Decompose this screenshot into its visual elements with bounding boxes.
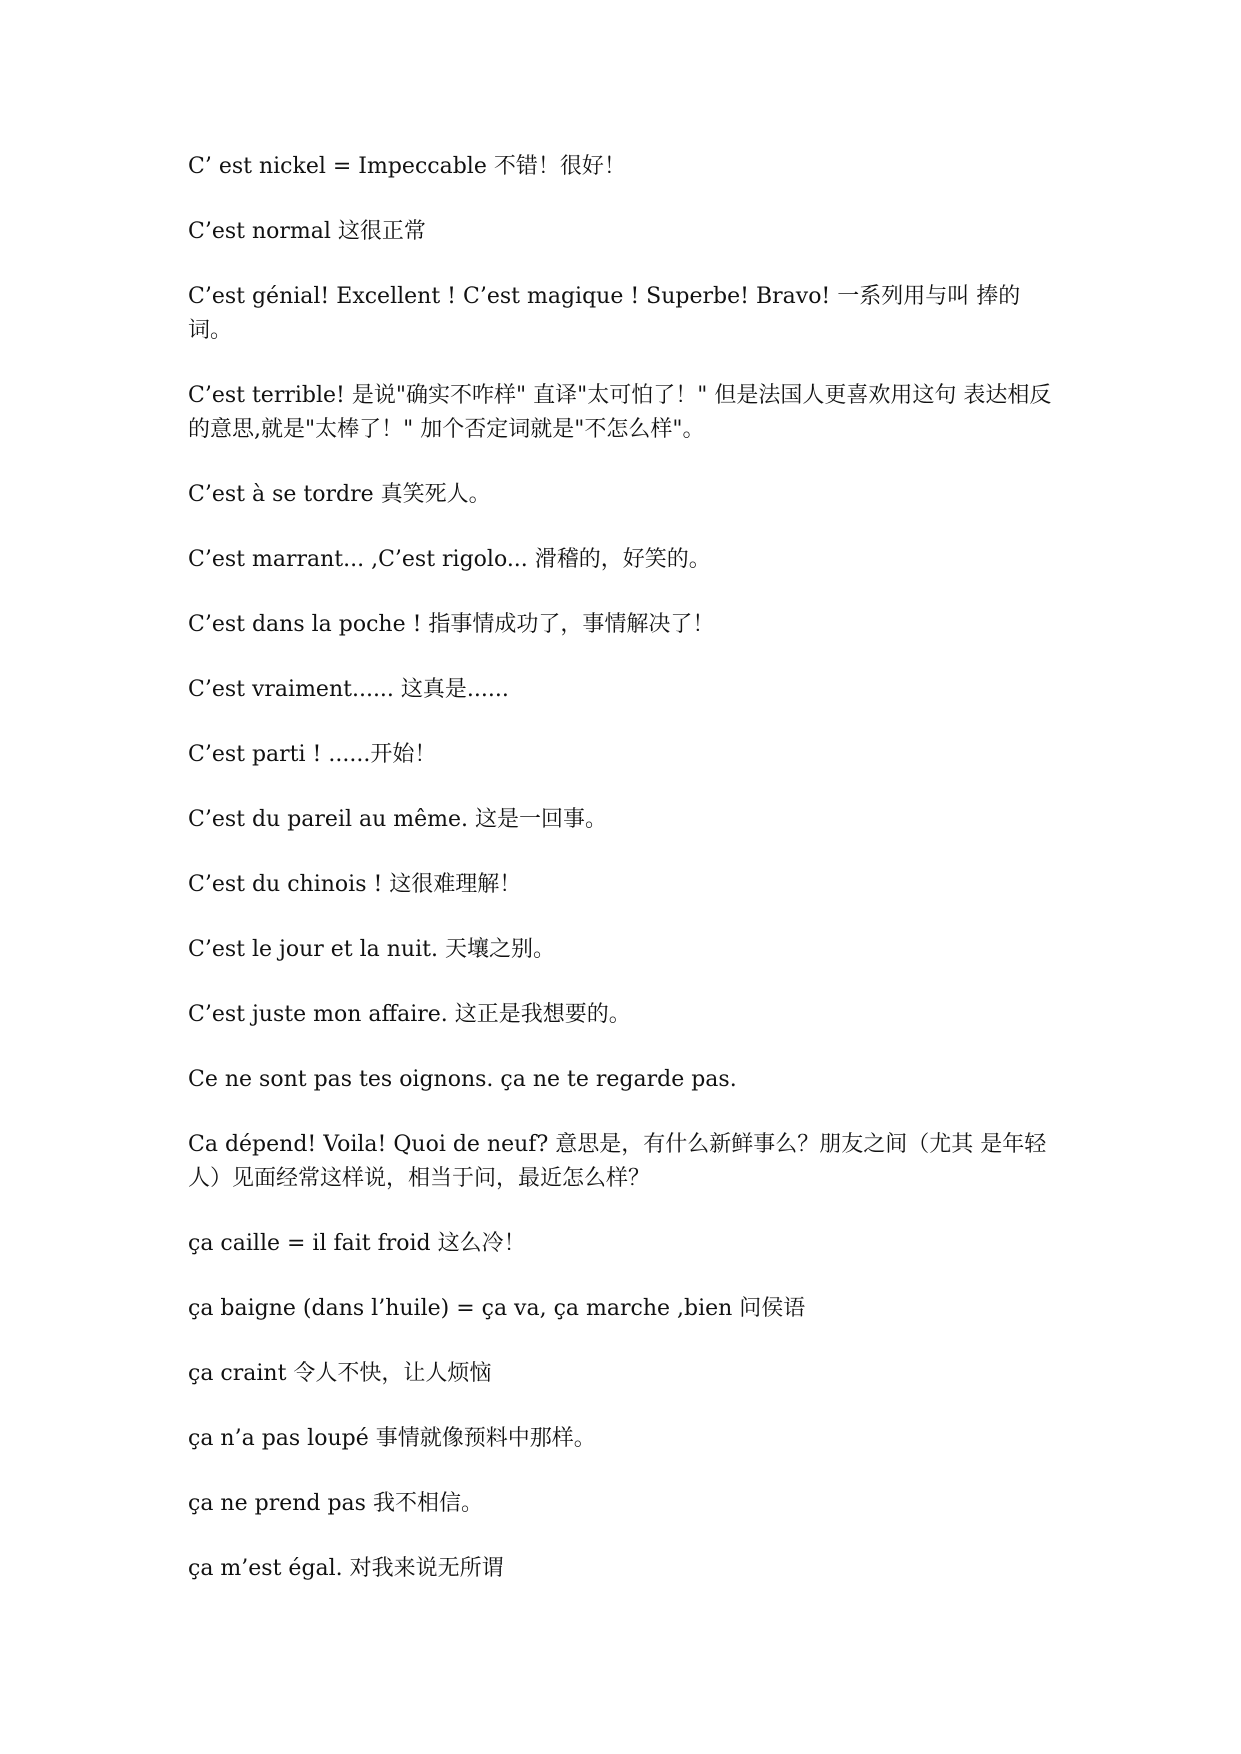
- phrase-entry: Ce ne sont pas tes oignons. ça ne te regarde pas.: [188, 1067, 737, 1092]
- phrase-entry: C’est du chinois ! 这很难理解！: [188, 872, 522, 897]
- phrase-entry: C’est dans la poche ! 指事情成功了，事情解决了！: [188, 612, 715, 637]
- phrase-entry: C’est vraiment...... 这真是......: [188, 677, 509, 702]
- phrase-entry: ça caille = il fait froid 这么冷！: [188, 1231, 526, 1256]
- phrase-entry: ça craint 令人不快，让人烦恼: [188, 1361, 492, 1386]
- phrase-entry: C’est parti ! ......开始！: [188, 742, 437, 767]
- phrase-entry: ça ne prend pas 我不相信。: [188, 1491, 483, 1516]
- phrase-entry: C’est juste mon affaire. 这正是我想要的。: [188, 1002, 631, 1027]
- phrase-entry: ça m’est égal. 对我来说无所谓: [188, 1556, 504, 1581]
- phrase-entry: C’est le jour et la nuit. 天壤之别。: [188, 937, 555, 962]
- phrase-entry: ça n’a pas loupé 事情就像预料中那样。: [188, 1426, 596, 1451]
- phrase-entry: Ca dépend! Voila! Quoi de neuf? 意思是，有什么新鲜事么？朋友之间（尤其 是年轻人）见面经常这样说，相当于问，最近怎么样？: [188, 1132, 1047, 1191]
- phrase-entry: C’est à se tordre 真笑死人。: [188, 482, 491, 507]
- phrase-entry: C’ est nickel = Impeccable 不错！很好！: [188, 154, 626, 179]
- phrase-entry: ça baigne (dans l’huile) = ça va, ça marche ,bien 问侯语: [188, 1296, 806, 1321]
- document-body: [188, 150, 1060, 1617]
- phrase-entry: C’est marrant... ,C’est rigolo... 滑稽的，好笑的。: [188, 547, 711, 572]
- phrase-entry: C’est du pareil au même. 这是一回事。: [188, 807, 608, 832]
- phrase-entry: C’est génial! Excellent ! C’est magique ! Superbe! Bravo! 一系列用与叫 捧的词。: [188, 284, 1021, 343]
- phrase-entry: C’est normal 这很正常: [188, 219, 426, 244]
- phrase-entry: C’est terrible! 是说"确实不咋样" 直译"太可怕了！" 但是法国人更喜欢用这句 表达相反的意思,就是"太棒了！" 加个否定词就是"不怎么样"。: [188, 383, 1052, 442]
